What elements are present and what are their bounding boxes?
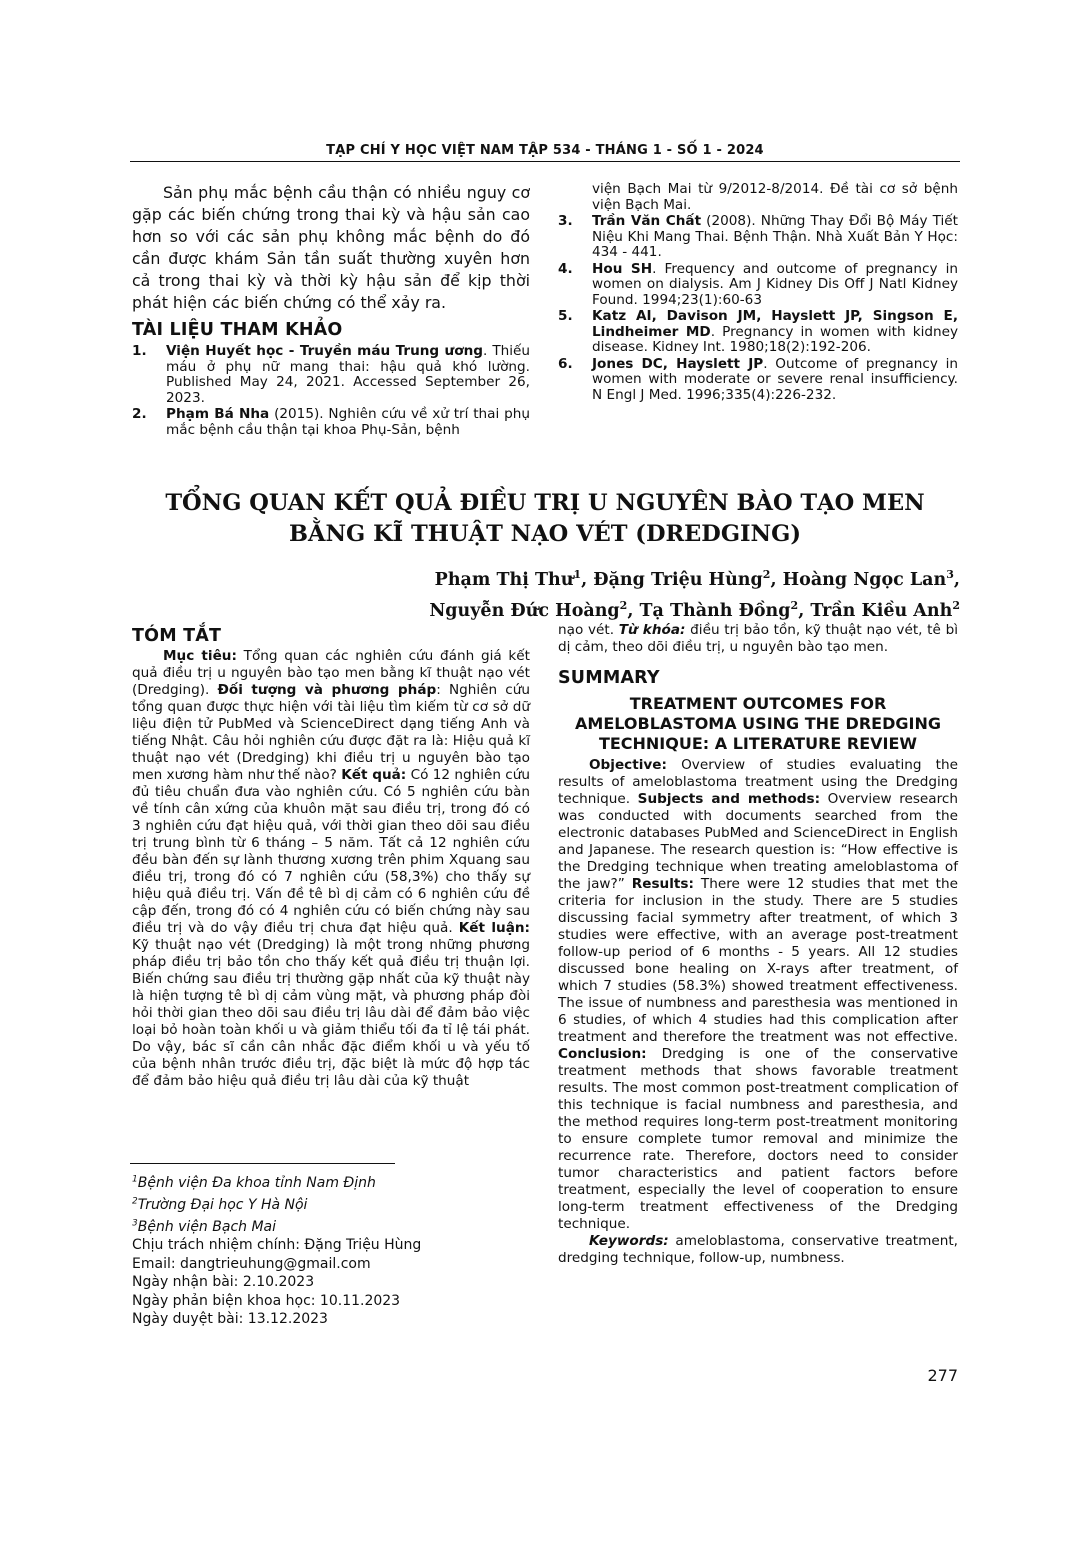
conclusion-label-en: Conclusion: <box>558 1046 647 1062</box>
reference-author: Hou SH <box>592 260 653 277</box>
intro-paragraph <box>132 182 530 314</box>
reference-item <box>558 214 958 261</box>
methods-text-en: Overview research was conducted with documents searched from the electronic databases PubMed and ScienceDirect in English and Japanese. The research question is: “How effective is the Dredging technique when treating ameloblastoma of the jaw?” <box>558 791 958 892</box>
date-accepted: Ngày duyệt bài: 13.12.2023 <box>132 1311 328 1328</box>
objective-text: Tổng quan các nghiên cứu đánh giá kết quả điều trị u nguyên bào tạo men bằng kĩ thuật nạo vét (Dredging). <box>132 648 530 698</box>
keywords-en-label: Keywords: <box>589 1233 669 1249</box>
reference-text: . Pregnancy in women with kidney disease. Kidney Int. 1980;18(2):192-206. <box>592 323 959 355</box>
keywords-en-text: ameloblastoma, conservative treatment, dredging technique, follow-up, numbness. <box>558 1233 958 1266</box>
author-affiliation-mark: 2 <box>619 598 628 612</box>
references-right <box>558 182 958 404</box>
reference-item <box>558 262 958 309</box>
reference-number: 2. <box>132 406 147 422</box>
keywords-en <box>558 1233 958 1267</box>
author-separator: , <box>953 569 960 590</box>
objective-text-en: Overview of studies evaluating the results of ameloblastoma treatment using the Dredging technique. <box>558 757 958 807</box>
author-separator: , <box>770 569 783 590</box>
summary-body <box>558 757 958 1267</box>
author-affiliation-mark: 2 <box>952 598 960 612</box>
reference-item <box>132 344 530 406</box>
summary-title-line-2: AMELOBLASTOMA USING THE DREDGING <box>575 714 941 733</box>
author-name: Nguyễn Đức Hoàng <box>429 600 620 621</box>
reference-number: 6. <box>558 355 573 372</box>
author-name: Phạm Thị Thư <box>434 569 574 590</box>
affiliation-3: $^3$Bệnh viện Bạch Mai <box>132 1218 277 1235</box>
summary-title-line-3: TECHNIQUE: A LITERATURE REVIEW <box>598 734 918 753</box>
author-affiliation-mark: 1 <box>573 568 582 581</box>
reference-item <box>132 407 530 438</box>
reference-text: . Outcome of pregnancy in women with moderate or severe renal insufficiency. N Engl J Med. 1996;335(4):226-232. <box>592 355 958 403</box>
continuation-text: nạo vét. <box>558 622 619 638</box>
reference-text: viện Bạch Mai từ 9/2012-8/2014. Đề tài cơ sở bệnh viện Bạch Mai. <box>592 181 958 213</box>
references-left <box>132 344 530 439</box>
results-label: Kết quả: <box>341 767 407 783</box>
reference-number: 3. <box>558 213 573 229</box>
author-separator: , <box>627 600 640 621</box>
abstract-vi-heading: TÓM TẮT <box>132 626 222 646</box>
conclusion-text: Kỹ thuật nạo vét (Dredging) là một trong những phương pháp điều trị bảo tồn cho thấy kết quả điều trị thuận lợi. Biến chứng sau điều trị thường gặp nhất của kỹ thuật này là hiện tượng tê bì dị cảm vùng mặt, và phương pháp đòi hỏi thời gian theo dõi sau điều trị lâu dài để đảm bảo việc loại bỏ hoàn toàn khối u và giảm thiểu tối đa tỉ lệ tái phát. Do vậy, bác sĩ cần cân nhắc đặc điểm khối u và yếu tố của bệnh nhân trước điều trị, đặc biệt là mức độ hợp tác để đảm bảo hiệu quả điều trị lâu dài của kỹ thuật <box>132 937 530 1089</box>
contact-email: Email: dangtrieuhung@gmail.com <box>132 1255 371 1272</box>
affiliation-2: $^2$Trường Đại học Y Hà Nội <box>132 1196 308 1213</box>
header-rule <box>130 161 960 162</box>
methods-label: Đối tượng và phương pháp <box>217 682 437 698</box>
reference-item <box>558 357 958 404</box>
summary-title-line-1: TREATMENT OUTCOMES FOR <box>629 694 887 713</box>
keywords-vi-label: Từ khóa: <box>618 622 686 638</box>
keywords-vi-text: điều trị bảo tồn, kỹ thuật nạo vét, tê bì dị cảm, theo dõi điều trị, u nguyên bào tạo men. <box>558 622 958 655</box>
abstract-vi-continuation <box>558 622 958 656</box>
authors-line-1 <box>429 562 960 593</box>
reference-text: . Frequency and outcome of pregnancy in women on dialysis. Am J Kidney Dis Off J Natl Kidney Found. 1994;23(1):60-63 <box>592 260 958 308</box>
conclusion-text-en: Dredging is one of the conservative treatment methods that shows favorable treatment results. The most common post-treatment complication of this technique is facial numbness and paresthesia, and the method requires long-term post-treatment monitoring to ensure complete tumor removal and minimize the recurrence rate. Therefore, doctors need to consider tumor characteristics and patient factors before treatment, especially the level of cooperation to ensure long-term treatment effectiveness of the Dredging technique. <box>558 1046 958 1232</box>
reference-author: Phạm Bá Nha <box>166 406 270 422</box>
article-title <box>130 488 960 550</box>
author-name: Đặng Triệu Hùng <box>593 569 763 590</box>
footnote-rule <box>130 1163 395 1164</box>
summary-heading: SUMMARY <box>558 668 660 688</box>
results-label-en: Results: <box>631 876 694 892</box>
reference-number: 4. <box>558 260 573 277</box>
reference-author: Jones DC, Hayslett JP <box>592 355 764 372</box>
reference-author: Katz AI, Davison JM, Hayslett JP, Singson E, Lindheimer MD <box>592 308 958 340</box>
date-received: Ngày nhận bài: 2.10.2023 <box>132 1274 315 1291</box>
author-affiliation-mark: 3 <box>946 568 954 581</box>
objective-label: Mục tiêu: <box>163 648 237 664</box>
summary-title <box>558 694 958 754</box>
abstract-vi-paragraph <box>132 648 530 1090</box>
keywords-vi <box>558 622 958 656</box>
reference-number: 1. <box>132 343 147 359</box>
reference-item <box>558 309 958 356</box>
references-heading: TÀI LIỆU THAM KHẢO <box>132 320 343 340</box>
methods-label-en: Subjects and methods: <box>637 791 821 807</box>
reference-number: 5. <box>558 308 573 324</box>
reference-author: Trần Văn Chất <box>592 213 702 229</box>
reference-text: . Thiếu máu ở phụ nữ mang thai: hậu quả khó lường. Published May 24, 2021. Accessed September 26, 2023. <box>166 343 530 406</box>
affiliation-1: $^1$Bệnh viện Đa khoa tỉnh Nam Định <box>132 1174 376 1191</box>
methods-text: : Nghiên cứu tổng quan được thực hiện với tài liệu tìm kiếm từ cơ sở dữ liệu điện tử PubMed và ScienceDirect dạng tiếng Anh và tiếng Nhật. Câu hỏi nghiên cứu được đặt ra là: Hiệu quả kĩ thuật nạo vét (Dredging) khi điều trị u nguyên bào tạo men xương hàm như thế nào? <box>132 682 530 783</box>
page-number: 277 <box>927 1366 958 1385</box>
abstract-vi-body <box>132 648 530 1090</box>
author-affiliation-mark: 2 <box>762 568 771 581</box>
results-text: Có 12 nghiên cứu đủ tiêu chuẩn đưa vào nghiên cứu. Có 5 nghiên cứu bàn về tính cân xứng của khuôn mặt sau điều trị, trong đó có 3 nghiên cứu đạt hiệu quả, với thời gian theo dõi sau điều trị trung bình từ 6 tháng – 5 năm. Tất cả 12 nghiên cứu đều bàn đến sự lành thương xương trên phim Xquang sau điều trị, trong đó có 7 nghiên cứu (58,3%) cho thấy sự hiệu quả điều trị. Vấn đề tê bì dị cảm có 6 nghiên cứu đề cập đến, trong đó có 4 nghiên cứu có biến chứng này sau điều trị và do vậy điều trị chưa đạt hiệu quả. <box>132 767 530 936</box>
results-text-en: There were 12 studies that met the criteria for inclusion in the study. There are 5 studies discussing facial symmetry after treatment, of which 3 studies were effective, with an average post-treatment follow-up period of 6 months - 5 years. All 12 studies discussed bone healing on X-rays after treatment, of which 7 studies (58.3%) showed treatment effectiveness. The issue of numbness and paresthesia was mentioned in 6 studies, of which 4 studies had this complication after treatment and therefore the treatment was not effective. <box>558 876 958 1045</box>
author-separator: , <box>798 600 811 621</box>
conclusion-label: Kết luận: <box>458 920 530 936</box>
reference-text: (2008). Những Thay Đổi Bộ Máy Tiết Niệu Khi Mang Thai. Bệnh Thận. Nhà Xuất Bản Y Học: 434 - 441. <box>592 213 958 260</box>
article-title-line-2: BẰNG KĨ THUẬT NẠO VÉT (DREDGING) <box>289 521 801 547</box>
reference-author: Viện Huyết học - Truyền máu Trung ương <box>166 343 483 359</box>
reference-item-continued <box>558 182 958 213</box>
author-name: Trần Kiều Anh <box>810 600 953 621</box>
author-name: Tạ Thành Đồng <box>639 600 791 621</box>
summary-paragraph <box>558 757 958 1233</box>
intro-text: Sản phụ mắc bệnh cầu thận có nhiều nguy cơ gặp các biến chứng trong thai kỳ và hậu sản cao hơn so với các sản phụ không mắc bệnh do đó cần được khám Sản tần suất thường xuyên hơn cả trong thai kỳ và thời kỳ hậu sản để kịp thời phát hiện các biến chứng có thể xảy ra. <box>132 183 530 312</box>
author-name: Hoàng Ngọc Lan <box>782 569 947 590</box>
authors-line-2 <box>429 593 960 624</box>
reference-text: (2015). Nghiên cứu về xử trí thai phụ mắc bệnh cầu thận tại khoa Phụ-Sản, bệnh <box>166 406 530 438</box>
author-list <box>429 562 960 624</box>
author-separator: , <box>581 569 594 590</box>
article-title-line-1: TỔNG QUAN KẾT QUẢ ĐIỀU TRỊ U NGUYÊN BÀO TẠO MEN <box>165 490 925 516</box>
author-affiliation-mark: 2 <box>790 598 799 612</box>
responsible-author: Chịu trách nhiệm chính: Đặng Triệu Hùng <box>132 1237 422 1254</box>
footnotes <box>132 1170 530 1329</box>
journal-header: TẠP CHÍ Y HỌC VIỆT NAM TẬP 534 - THÁNG 1 - SỐ 1 - 2024 <box>326 143 764 158</box>
objective-label-en: Objective: <box>589 757 667 773</box>
date-reviewed: Ngày phản biện khoa học: 10.11.2023 <box>132 1292 401 1309</box>
